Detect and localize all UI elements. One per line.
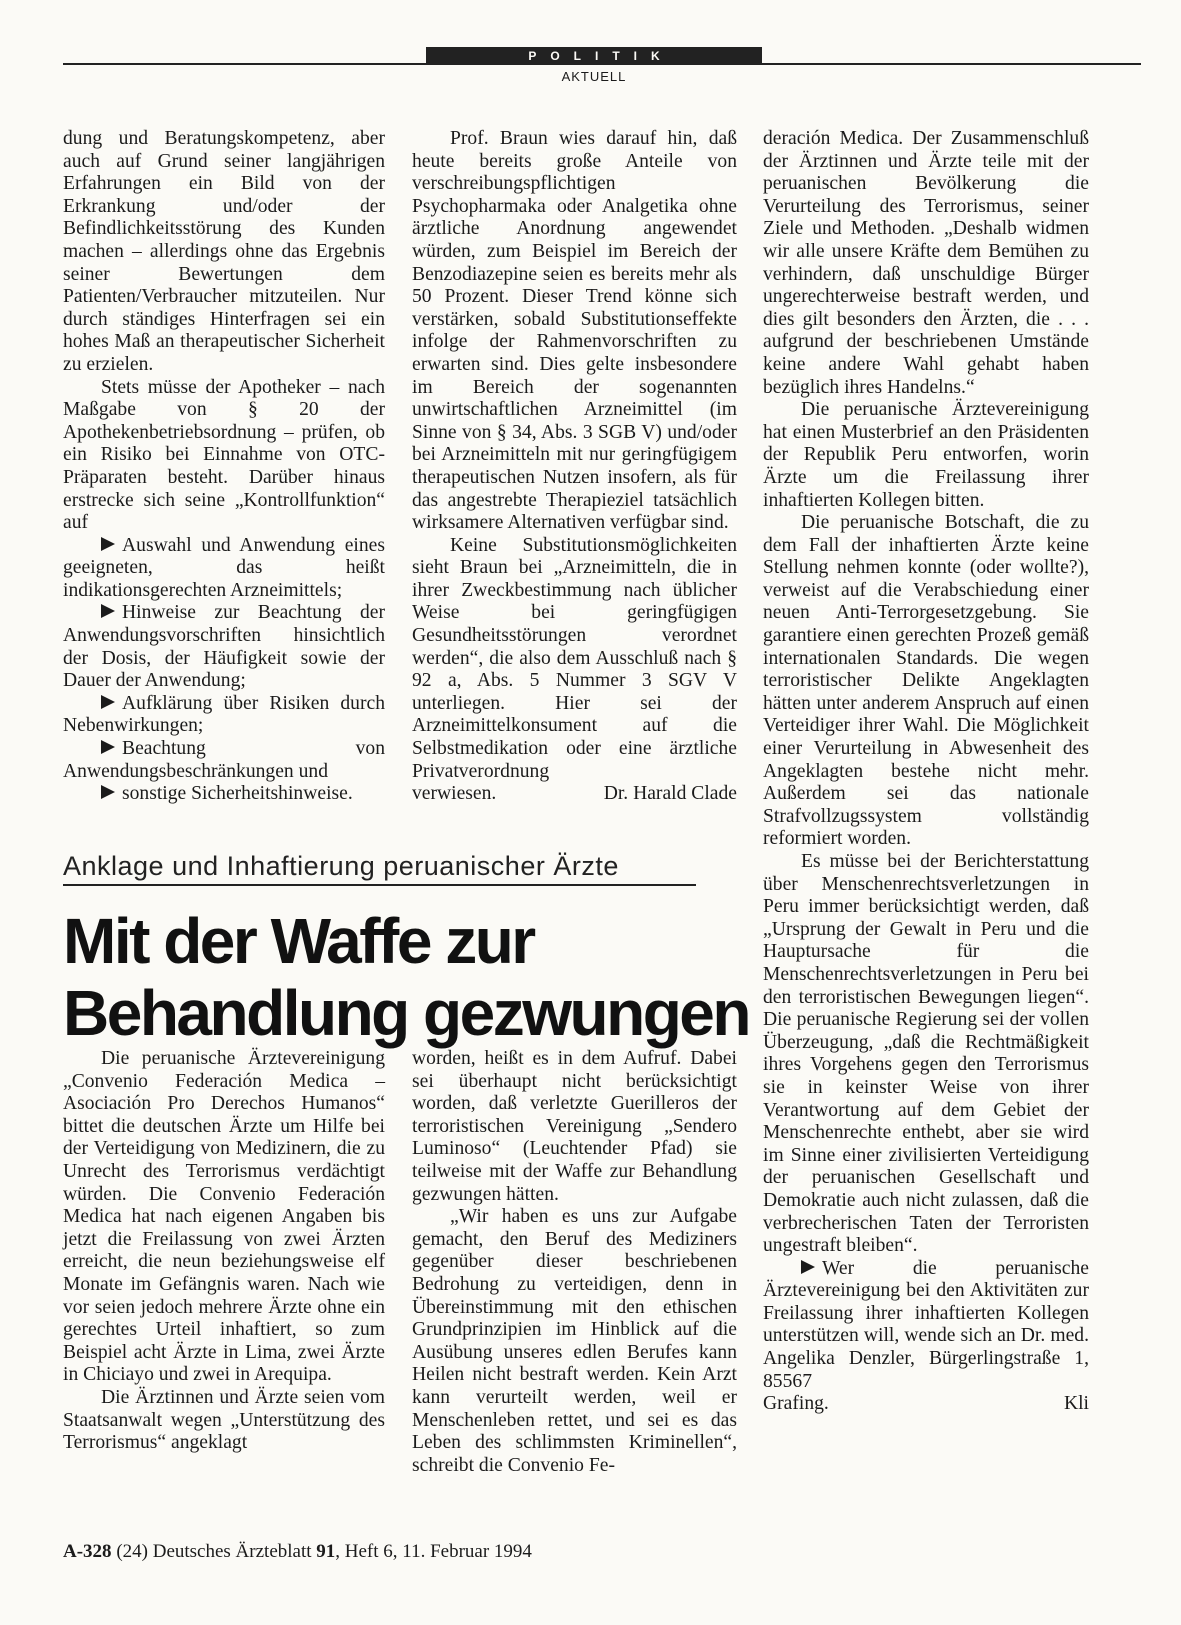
- triangle-bullet-icon: [801, 1260, 815, 1274]
- list-item: sonstige Sicherheitshinweise.: [63, 783, 385, 806]
- volume-number: 91: [316, 1541, 336, 1562]
- page-footer: A-328 (24) Deutsches Ärzteblatt 91, Heft 6, 11. Februar 1994: [63, 1541, 532, 1562]
- list-item: Hinweise zur Beachtung der Anwendungsvorschriften hinsichtlich der Dosis, der Häufigkeit sowie der Dauer der Anwendung;: [63, 602, 385, 692]
- paragraph: Es müsse bei der Berichterstattung über Menschenrechtsverletzungen in Peru immer berücksichtigt werden, daß „Ursprung der Gewalt in Peru und die Hauptursache für die Menschenrechtsverletzungen in Peru bei den terroristischen Bewegungen liegen“. Die peruanische Regierung sei der vollen Überzeugung, „daß die Rechtmäßigkeit ihres Vorgehens gegen den Terrorismus sie in keinster Weise von ihrer Verantwortung auf dem Gebiet der Menschenrechte enthebt, aber sie wird im Sinne einer zivilisierten Verteidigung der peruanischen Gesellschaft und Demokratie auch nicht zulassen, daß die verbrecherischen Taten der Terroristen ungestraft bleiben“.: [763, 851, 1089, 1257]
- paragraph: Die Ärztinnen und Ärzte seien vom Staatsanwalt wegen „Unterstützung des Terrorismus“ angeklagt: [63, 1386, 385, 1454]
- signature-line: Grafing. Kli: [763, 1393, 1089, 1415]
- article2-column-2: [412, 1048, 737, 1477]
- signature-line: verwiesen. Dr. Harald Clade: [412, 783, 737, 805]
- paragraph: Keine Substitutionsmöglichkeiten sieht Braun bei „Arzneimitteln, die in ihrer Zweckbestimmung nach üblicher Weise bei geringfügigen Gesundheitsstörungen verordnet werden“, die also dem Ausschluß nach § 92 a, Abs. 5 Nummer 3 SGV V unterliegen. Hier sei der Arzneimittelkonsument auf die Selbstmedikation oder eine ärztliche Privatverordnung: [412, 534, 737, 782]
- list-item: Wer die peruanische Ärztevereinigung bei den Aktivitäten zur Freilassung ihrer inhaftierten Kollegen unterstützen will, wende sich an Dr. med. Angelika Denzler, Bürgerlingstraße 1, 85567: [763, 1257, 1089, 1392]
- article1-column-1: [63, 128, 385, 806]
- article2-column-3: [763, 128, 1089, 1416]
- article-kicker: Anklage und Inhaftierung peruanischer Ärzte: [63, 851, 696, 886]
- paragraph: deración Medica. Der Zusammenschluß der Ärztinnen und Ärzte teile mit der peruanischen Bevölkerung die Verurteilung des Terrorismus, seiner Ziele und Methoden. „Deshalb widmen wir alle unsere Kräfte dem Bemühen zu verhindern, daß unschuldige Bürger ungerechterweise bestraft werden, und dies gilt besonders den Ärzten, die . . . aufgrund der beschriebenen Umstände keine andere Wahl gehabt haben bezüglich ihres Handelns.“: [763, 128, 1089, 398]
- paragraph: Die peruanische Ärztevereinigung hat einen Musterbrief an den Präsidenten der Republik Peru entworfen, worin Ärzte um die Freilassung ihrer inhaftierten Kollegen bitten.: [763, 399, 1089, 511]
- list-item: Beachtung von Anwendungsbeschränkungen und: [63, 738, 385, 782]
- article1-column-2: [412, 128, 737, 806]
- page-number: A-328: [63, 1541, 112, 1562]
- triangle-bullet-icon: [101, 785, 115, 799]
- paragraph: „Wir haben es uns zur Aufgabe gemacht, den Beruf des Mediziners gegenüber dieser beschriebenen Bedrohung zu verteidigen, denn in Übereinstimmung mit den ethischen Grundprinzipien im Hinblick auf die Ausübung unseres edlen Berufes kann Heilen nicht bestraft werden. Kein Arzt kann verurteilt werden, weil er Menschenleben rettet, und sei es das Leben des schlimmsten Kriminellen“, schreibt die Convenio Fe-: [412, 1206, 737, 1476]
- author-name: Dr. Harald Clade: [603, 783, 737, 805]
- article-headline: Mit der Waffe zur Behandlung gezwungen: [63, 905, 749, 1049]
- list-item: Auswahl und Anwendung eines geeigneten, das heißt indikationsgerechten Arzneimittels;: [63, 534, 385, 601]
- paragraph: Die peruanische Ärztevereinigung „Convenio Federación Medica – Asociación Pro Derechos Humanos“ bittet die deutschen Ärzte um Hilfe bei der Verteidigung von Medizinern, die zu Unrecht des Terrorismus verdächtigt würden. Die Convenio Federación Medica hat nach eigenen Angaben bis jetzt die Freilassung von zwei Ärzten erreicht, die neun beziehungsweise elf Monate im Gefängnis waren. Nach wie vor seien jedoch mehrere Ärzte ohne ein gerechtes Urteil inhaftiert, so zum Beispiel acht Ärzte in Lima, zwei Ärzte in Chiciayo und zwei in Arequipa.: [63, 1048, 385, 1386]
- paragraph: worden, heißt es in dem Aufruf. Dabei sei überhaupt nicht berücksichtigt worden, daß verletzte Guerilleros der terroristischen Vereinigung „Sendero Luminoso“ (Leuchtender Pfad) sie teilweise mit der Waffe zur Behandlung gezwungen hätten.: [412, 1048, 737, 1205]
- section-label-text: POLITIK: [528, 49, 674, 63]
- paragraph: Die peruanische Botschaft, die zu dem Fall der inhaftierten Ärzte keine Stellung nehmen konnte (oder wollte?), verweist auf die Verabschiedung einer neuen Anti-Terrorgesetzgebung. Sie garantiere einen gerechten Prozeß gemäß internationalen Standards. Die wegen terroristischer Delikte Angeklagten hätten unter anderem Anspruch auf einen Verteidiger ihrer Wahl. Die Möglichkeit einer Verurteilung in Abwesenheit des Angeklagten bestehe nicht mehr. Außerdem sei das nationale Strafvollzugssystem vollständig reformiert worden.: [763, 512, 1089, 850]
- paragraph: Prof. Braun wies darauf hin, daß heute bereits große Anteile von verschreibungspflichtigen Psychopharmaka oder Analgetika ohne ärztliche Anordnung angewendet würden, zum Beispiel im Bereich der Benzodiazepine seien es bereits mehr als 50 Prozent. Dieser Trend könne sich verstärken, sobald Substitutionseffekte infolge der Rahmenvorschriften zu erwarten sind. Dies gelte insbesondere im Bereich der sogenannten unwirtschaftlichen Arzneimittel (im Sinne von § 34, Abs. 3 SGB V) und/oder bei Arzneimitteln mit nur geringfügigem therapeutischen Nutzen insofern, als für das angestrebte Therapieziel tatsächlich wirksamere Alternativen verfügbar sind.: [412, 128, 737, 534]
- triangle-bullet-icon: [101, 604, 115, 618]
- triangle-bullet-icon: [101, 537, 115, 551]
- paragraph: dung und Beratungskompetenz, aber auch auf Grund seiner langjährigen Erfahrungen ein Bild von der Erkrankung und/oder der Befindlichkeitsstörung des Kunden machen – allerdings ohne das Ergebnis seiner Bewertungen dem Patienten/Verbraucher mitzuteilen. Nur durch ständiges Hinterfragen sei ein hohes Maß an therapeutischer Sicherheit zu erzielen.: [63, 128, 385, 375]
- triangle-bullet-icon: [101, 740, 115, 754]
- list-item: Aufklärung über Risiken durch Nebenwirkungen;: [63, 692, 385, 737]
- author-name: Kli: [1063, 1393, 1089, 1415]
- article2-column-1: [63, 1048, 385, 1455]
- subsection-label: AKTUELL: [561, 69, 627, 84]
- triangle-bullet-icon: [101, 695, 115, 709]
- header-rule: [63, 63, 1141, 65]
- paragraph: Stets müsse der Apotheker – nach Maßgabe von § 20 der Apothekenbetriebsordnung – prüfen, ob ein Risiko bei Einnahme von OTC-Präparaten besteht. Darüber hinaus erstrecke sich seine „Kontrollfunktion“ auf: [63, 376, 385, 534]
